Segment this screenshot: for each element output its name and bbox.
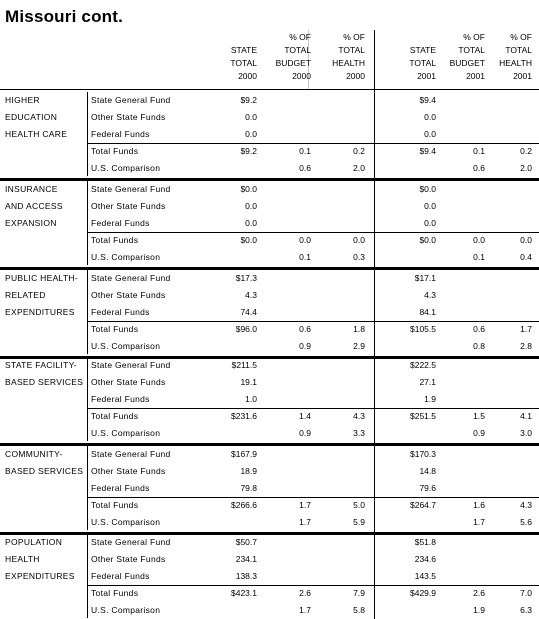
table-cell: $429.9: [410, 588, 436, 598]
row-label: Other State Funds: [91, 112, 166, 122]
table-row: [0, 215, 539, 232]
column-header-line: 2000: [238, 71, 257, 81]
column-header-line: TOTAL: [284, 45, 311, 55]
table-cell: 14.8: [419, 466, 436, 476]
column-header-line: 2000: [292, 71, 311, 81]
table-cell: 0.9: [299, 341, 311, 351]
table-cell: 1.9: [473, 605, 485, 615]
table-cell: 0.0: [473, 235, 485, 245]
row-label: State General Fund: [91, 184, 171, 194]
row-label: Other State Funds: [91, 201, 166, 211]
row-label: State General Fund: [91, 273, 171, 283]
column-header-line: % OF: [510, 32, 532, 42]
table-cell: 1.8: [353, 324, 365, 334]
column-header-line: 2001: [513, 71, 532, 81]
table-row: [0, 181, 539, 198]
table-cell: 0.0: [299, 235, 311, 245]
table-cell: 0.0: [520, 235, 532, 245]
row-label: Total Funds: [91, 500, 139, 510]
row-label: Federal Funds: [91, 483, 150, 493]
table-cell: $170.3: [410, 449, 436, 459]
table-cell: $17.1: [414, 273, 436, 283]
category-line: STATE FACILITY-: [5, 360, 77, 370]
table-row: [0, 109, 539, 126]
table-cell: 1.7: [520, 324, 532, 334]
table-row: [0, 585, 539, 602]
table-cell: $423.1: [231, 588, 257, 598]
column-header: [450, 31, 485, 83]
column-header: [230, 44, 257, 83]
table-cell: 0.0: [245, 129, 257, 139]
row-label: Federal Funds: [91, 129, 150, 139]
table-cell: 0.4: [520, 252, 532, 262]
table-row: [0, 160, 539, 177]
table-cell: 3.3: [353, 428, 365, 438]
table-row: [0, 232, 539, 249]
table-cell: 0.6: [473, 163, 485, 173]
category-line: PUBLIC HEALTH-: [5, 273, 79, 283]
table-cell: 1.7: [473, 517, 485, 527]
table-cell: 0.2: [520, 146, 532, 156]
row-label: Total Funds: [91, 146, 139, 156]
table-cell: 1.6: [473, 500, 485, 510]
table-cell: 2.6: [299, 588, 311, 598]
table-cell: $50.7: [235, 537, 257, 547]
table-cell: 79.6: [419, 483, 436, 493]
table-cell: $0.0: [240, 184, 257, 194]
row-label: State General Fund: [91, 449, 171, 459]
table-row: [0, 551, 539, 568]
column-header-line: TOTAL: [505, 45, 532, 55]
header-rule: [0, 89, 539, 90]
row-label: Other State Funds: [91, 377, 166, 387]
table-row: [0, 198, 539, 215]
column-header-line: 2001: [417, 71, 436, 81]
column-header-line: HEALTH: [499, 58, 532, 68]
page-title: Missouri cont.: [5, 7, 124, 26]
row-label: U.S. Comparison: [91, 605, 161, 615]
category-line: POPULATION: [5, 537, 63, 547]
table-row: [0, 126, 539, 143]
total-rule: [87, 585, 539, 586]
table-cell: 2.0: [520, 163, 532, 173]
column-header-line: TOTAL: [458, 45, 485, 55]
table-cell: $231.6: [231, 411, 257, 421]
category-line: INSURANCE: [5, 184, 58, 194]
table-cell: 0.6: [299, 324, 311, 334]
table-cell: 0.6: [473, 324, 485, 334]
table-cell: 0.0: [353, 235, 365, 245]
category-line: EXPENDITURES: [5, 571, 75, 581]
row-label: Total Funds: [91, 411, 139, 421]
table-cell: 2.9: [353, 341, 365, 351]
table-cell: 0.0: [424, 112, 436, 122]
table-cell: 3.0: [520, 428, 532, 438]
column-header-line: TOTAL: [409, 58, 436, 68]
table-row: [0, 425, 539, 442]
table-row: [0, 446, 539, 463]
row-label: Federal Funds: [91, 571, 150, 581]
row-label: Federal Funds: [91, 307, 150, 317]
row-label: Other State Funds: [91, 290, 166, 300]
table-cell: $0.0: [240, 235, 257, 245]
column-header-line: HEALTH: [332, 58, 365, 68]
table-cell: 79.8: [240, 483, 257, 493]
table-row: [0, 249, 539, 266]
table-cell: 4.3: [245, 290, 257, 300]
table-cell: 0.0: [424, 218, 436, 228]
table-row: [0, 270, 539, 287]
table-row: [0, 321, 539, 338]
table-row: [0, 463, 539, 480]
table-cell: $222.5: [410, 360, 436, 370]
row-label: U.S. Comparison: [91, 252, 161, 262]
column-header-line: TOTAL: [338, 45, 365, 55]
category-line: BASED SERVICES: [5, 466, 84, 476]
table-cell: $211.5: [231, 360, 257, 370]
table-cell: 1.0: [245, 394, 257, 404]
total-rule: [87, 321, 539, 322]
table-cell: 0.0: [245, 112, 257, 122]
row-label: Other State Funds: [91, 554, 166, 564]
table-cell: 18.9: [240, 466, 257, 476]
table-cell: 4.3: [520, 500, 532, 510]
column-header: [499, 31, 532, 83]
table-row: [0, 534, 539, 551]
table-row: [0, 602, 539, 619]
table-cell: 74.4: [240, 307, 257, 317]
table-cell: 4.1: [520, 411, 532, 421]
table-row: [0, 408, 539, 425]
row-label: Total Funds: [91, 588, 139, 598]
table-cell: 1.7: [299, 605, 311, 615]
table-cell: $266.6: [231, 500, 257, 510]
table-cell: $9.2: [240, 146, 257, 156]
table-cell: 5.0: [353, 500, 365, 510]
table-cell: 0.8: [473, 341, 485, 351]
table-cell: 0.1: [299, 146, 311, 156]
table-cell: 4.3: [424, 290, 436, 300]
column-header-line: % OF: [289, 32, 311, 42]
table-row: [0, 568, 539, 585]
category-line: HIGHER: [5, 95, 40, 105]
table-row: [0, 480, 539, 497]
table-cell: 0.3: [353, 252, 365, 262]
table-cell: 2.0: [353, 163, 365, 173]
row-label: U.S. Comparison: [91, 341, 161, 351]
table-cell: 234.1: [235, 554, 257, 564]
table-cell: $105.5: [410, 324, 436, 334]
total-rule: [87, 143, 539, 144]
row-label: U.S. Comparison: [91, 428, 161, 438]
category-line: BASED SERVICES: [5, 377, 84, 387]
table-cell: 0.1: [473, 252, 485, 262]
category-line: EXPANSION: [5, 218, 57, 228]
table-cell: 7.0: [520, 588, 532, 598]
total-rule: [87, 497, 539, 498]
table-row: [0, 92, 539, 109]
column-header-line: STATE: [230, 45, 257, 55]
table-cell: $9.4: [419, 146, 436, 156]
total-rule: [87, 408, 539, 409]
table-cell: $17.3: [235, 273, 257, 283]
table-cell: 143.5: [414, 571, 436, 581]
column-header-line: BUDGET: [275, 58, 311, 68]
table-cell: 19.1: [240, 377, 257, 387]
column-header: [409, 44, 436, 83]
table-cell: 2.8: [520, 341, 532, 351]
table-cell: 5.8: [353, 605, 365, 615]
table-cell: $9.4: [419, 95, 436, 105]
table-cell: 1.7: [299, 500, 311, 510]
table-cell: 4.3: [353, 411, 365, 421]
row-label: Federal Funds: [91, 218, 150, 228]
table-cell: $0.0: [419, 184, 436, 194]
category-line: EXPENDITURES: [5, 307, 75, 317]
column-header-line: TOTAL: [230, 58, 257, 68]
table-row: [0, 357, 539, 374]
row-label: U.S. Comparison: [91, 517, 161, 527]
category-line: COMMUNITY-: [5, 449, 63, 459]
table-cell: 138.3: [235, 571, 257, 581]
table-cell: 6.3: [520, 605, 532, 615]
table-cell: 0.9: [473, 428, 485, 438]
row-label: State General Fund: [91, 95, 171, 105]
table-cell: 234.6: [414, 554, 436, 564]
column-header: [276, 31, 311, 83]
table-row: [0, 287, 539, 304]
category-line: AND ACCESS: [5, 201, 63, 211]
column-header: [332, 31, 365, 83]
table-cell: 7.9: [353, 588, 365, 598]
table-cell: 84.1: [419, 307, 436, 317]
table-cell: 2.6: [473, 588, 485, 598]
category-line: HEALTH CARE: [5, 129, 68, 139]
table-row: [0, 338, 539, 355]
table-cell: 1.7: [299, 517, 311, 527]
table-row: [0, 304, 539, 321]
table-cell: $9.2: [240, 95, 257, 105]
table-cell: 5.9: [353, 517, 365, 527]
table-row: [0, 514, 539, 531]
row-label: State General Fund: [91, 537, 171, 547]
table-row: [0, 497, 539, 514]
table-cell: 27.1: [419, 377, 436, 387]
category-line: RELATED: [5, 290, 46, 300]
column-header-line: 2000: [346, 71, 365, 81]
table-row: [0, 374, 539, 391]
row-label: State General Fund: [91, 360, 171, 370]
table-cell: 0.2: [353, 146, 365, 156]
table-cell: 0.0: [245, 201, 257, 211]
table-cell: $167.9: [231, 449, 257, 459]
table-cell: 1.4: [299, 411, 311, 421]
table-cell: $264.7: [410, 500, 436, 510]
table-cell: 5.6: [520, 517, 532, 527]
column-header-line: % OF: [343, 32, 365, 42]
table-cell: 0.0: [245, 218, 257, 228]
table-cell: $0.0: [419, 235, 436, 245]
row-label: U.S. Comparison: [91, 163, 161, 173]
row-label: Total Funds: [91, 324, 139, 334]
table-row: [0, 391, 539, 408]
table-cell: 0.1: [299, 252, 311, 262]
column-header-line: BUDGET: [449, 58, 485, 68]
category-line: HEALTH: [5, 554, 40, 564]
table-cell: 0.0: [424, 129, 436, 139]
row-label: Total Funds: [91, 235, 139, 245]
table-row: [0, 143, 539, 160]
table-cell: $251.5: [410, 411, 436, 421]
row-label: Other State Funds: [91, 466, 166, 476]
table-cell: 0.0: [424, 201, 436, 211]
column-header-line: 2001: [466, 71, 485, 81]
table-cell: 0.6: [299, 163, 311, 173]
table-cell: 0.1: [473, 146, 485, 156]
table-cell: 0.9: [299, 428, 311, 438]
table-cell: $96.0: [235, 324, 257, 334]
row-label: Federal Funds: [91, 394, 150, 404]
category-line: EDUCATION: [5, 112, 58, 122]
table-cell: 1.5: [473, 411, 485, 421]
table-cell: 1.9: [424, 394, 436, 404]
total-rule: [87, 232, 539, 233]
column-header-line: % OF: [463, 32, 485, 42]
column-header-line: STATE: [409, 45, 436, 55]
table-cell: $51.8: [414, 537, 436, 547]
